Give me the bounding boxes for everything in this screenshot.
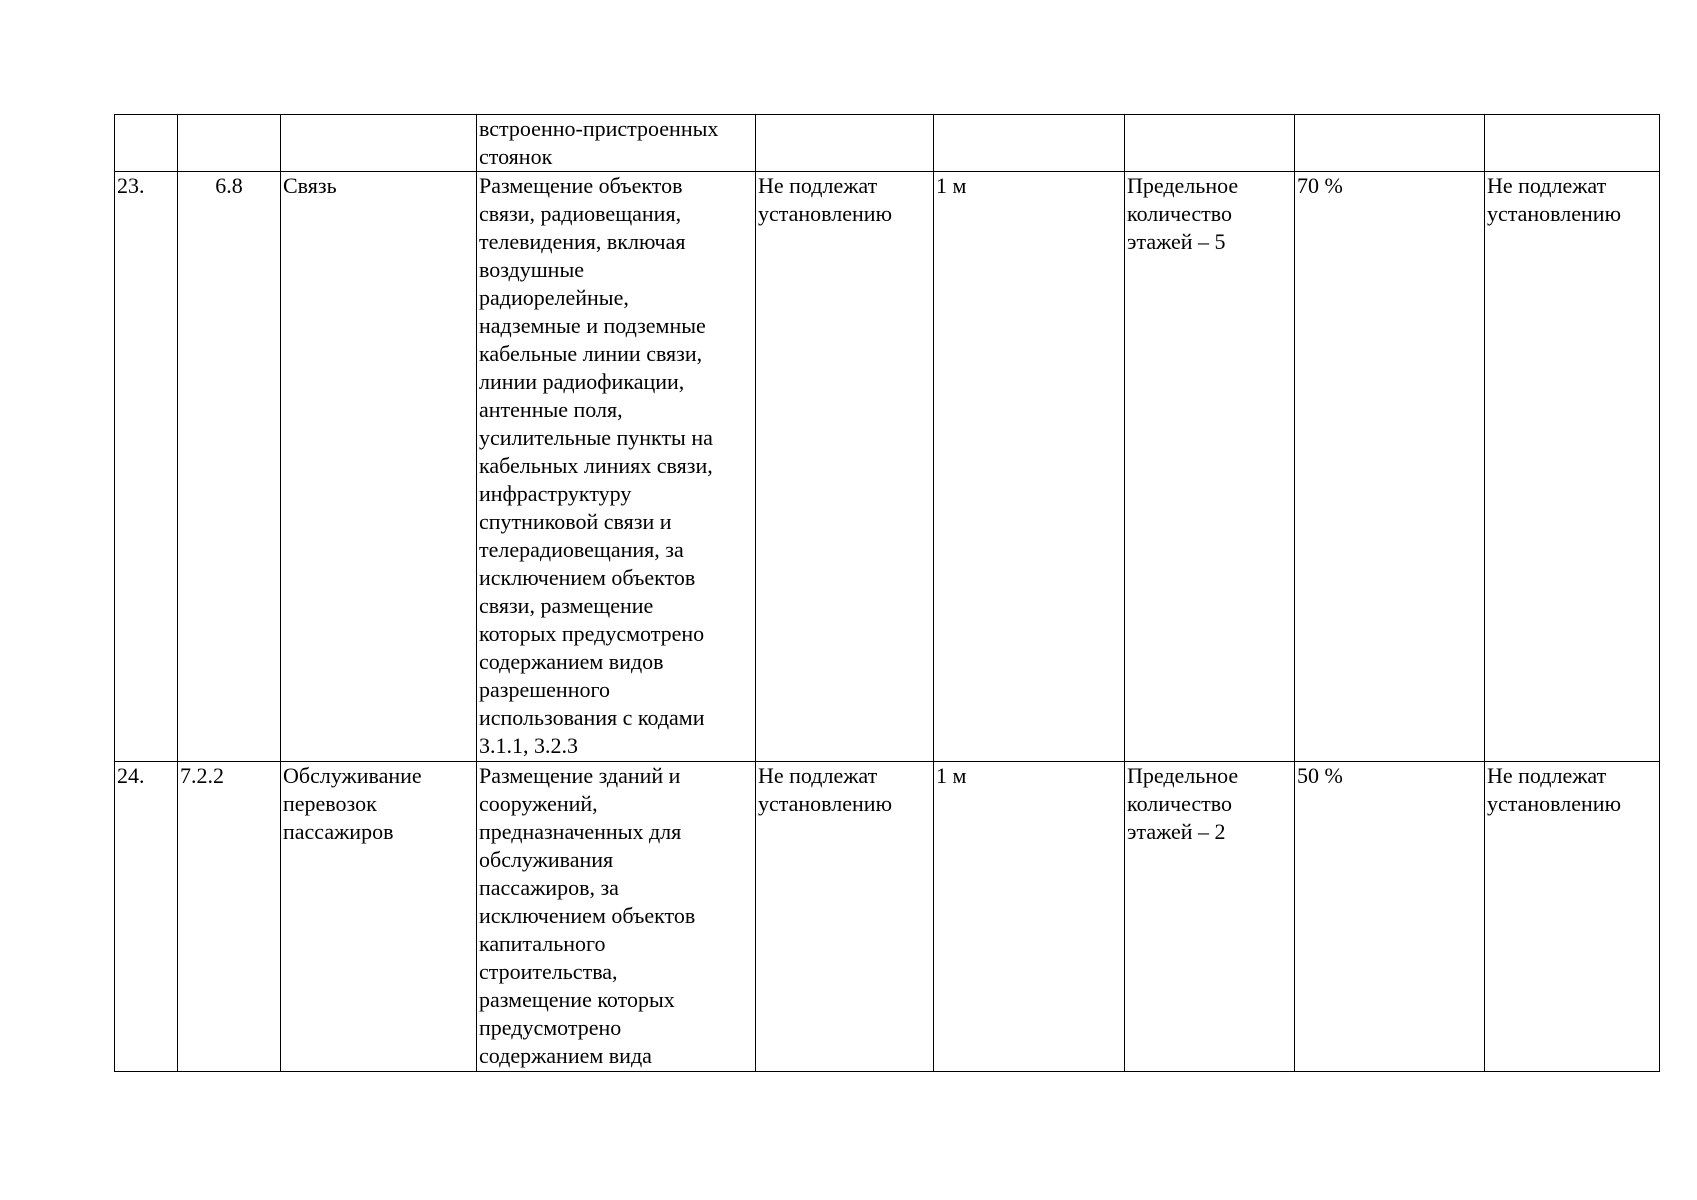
cell-c6: [934, 172, 1125, 762]
table-row-continuation: [115, 115, 1660, 172]
cell-description: [477, 172, 756, 762]
description-line: кабельные линии связи,: [479, 341, 703, 366]
table-row-23: [115, 172, 1660, 762]
cell-number: 23.: [115, 172, 178, 762]
description-line: воздушные: [479, 257, 584, 282]
cell-number: [115, 115, 178, 172]
description-line: капитального: [479, 931, 606, 956]
c7-line: этажей – 5: [1127, 229, 1226, 254]
cell-c8: [1295, 172, 1485, 762]
description-line: обслуживания: [479, 847, 614, 872]
cell-c7: [1125, 115, 1295, 172]
c7-line: этажей – 2: [1127, 819, 1226, 844]
cell-name: [281, 172, 477, 762]
description-line: антенные поля,: [479, 397, 623, 422]
c5-line: установлению: [758, 201, 893, 226]
description-line: радиорелейные,: [479, 285, 629, 310]
c9-line: установлению: [1487, 791, 1622, 816]
cell-code: 7.2.2: [178, 762, 281, 1072]
c7-line: количество: [1127, 201, 1233, 226]
cell-c9: [1485, 762, 1660, 1072]
description-line: Размещение зданий и: [479, 763, 681, 788]
cell-c6: [934, 115, 1125, 172]
description-line: линии радиофикации,: [479, 369, 685, 394]
cell-code: [178, 115, 281, 172]
description-line: спутниковой связи и: [479, 509, 672, 534]
name-line: Обслуживание: [283, 763, 422, 788]
cell-c6: [934, 762, 1125, 1072]
cell-number: 24.: [115, 762, 178, 1072]
description-line: предусмотрено: [479, 1015, 622, 1040]
cell-c9: [1485, 115, 1660, 172]
description-line: телевидения, включая: [479, 229, 686, 254]
description-line: надземные и подземные: [479, 313, 706, 338]
description-line: содержанием видов: [479, 649, 664, 674]
name-line: Связь: [283, 173, 337, 198]
cell-c8: [1295, 762, 1485, 1072]
description-line: усилительные пункты на: [479, 425, 713, 450]
description-line: 3.1.1, 3.2.3: [479, 733, 578, 758]
cell-c5: [756, 762, 934, 1072]
description-line: Размещение объектов: [479, 173, 683, 198]
description-line: строительства,: [479, 959, 618, 984]
c7-line: Предельное: [1127, 763, 1239, 788]
description-line: связи, размещение: [479, 593, 654, 618]
c9-line: Не подлежат: [1487, 763, 1607, 788]
description-line: разрешенного: [479, 677, 610, 702]
description-line: размещение которых: [479, 987, 675, 1012]
description-line: инфраструктуру: [479, 481, 632, 506]
c5-line: установлению: [758, 791, 893, 816]
c8-line: 50 %: [1297, 763, 1343, 788]
description-line: пассажиров, за: [479, 875, 619, 900]
cell-c5: [756, 172, 934, 762]
c9-line: установлению: [1487, 201, 1622, 226]
description-line: телерадиовещания, за: [479, 537, 684, 562]
table-row-24: [115, 762, 1660, 1072]
cell-name: [281, 115, 477, 172]
description-line: использования с кодами: [479, 705, 705, 730]
c6-line: 1 м: [936, 763, 967, 788]
cell-c5: [756, 115, 934, 172]
cell-c8: [1295, 115, 1485, 172]
cell-c7: [1125, 762, 1295, 1072]
name-line: перевозок: [283, 791, 377, 816]
description-line: предназначенных для: [479, 819, 682, 844]
description-line: стоянок: [479, 144, 553, 169]
cell-name: [281, 762, 477, 1072]
c6-line: 1 м: [936, 173, 967, 198]
c5-line: Не подлежат: [758, 173, 878, 198]
description-line: кабельных линиях связи,: [479, 453, 713, 478]
cell-description: [477, 762, 756, 1072]
description-line: которых предусмотрено: [479, 621, 705, 646]
cell-code: 6.8: [178, 172, 281, 762]
c9-line: Не подлежат: [1487, 173, 1607, 198]
zoning-table: [114, 114, 1660, 1072]
description-line: исключением объектов: [479, 903, 696, 928]
cell-description: [477, 115, 756, 172]
c5-line: Не подлежат: [758, 763, 878, 788]
description-line: сооружений,: [479, 791, 598, 816]
description-line: встроенно-пристроенных: [479, 116, 719, 141]
description-line: исключением объектов: [479, 565, 696, 590]
c7-line: Предельное: [1127, 173, 1239, 198]
name-line: пассажиров: [283, 819, 394, 844]
description-line: содержанием вида: [479, 1043, 652, 1068]
cell-c9: [1485, 172, 1660, 762]
c8-line: 70 %: [1297, 173, 1343, 198]
cell-c7: [1125, 172, 1295, 762]
description-line: связи, радиовещания,: [479, 201, 682, 226]
c7-line: количество: [1127, 791, 1233, 816]
